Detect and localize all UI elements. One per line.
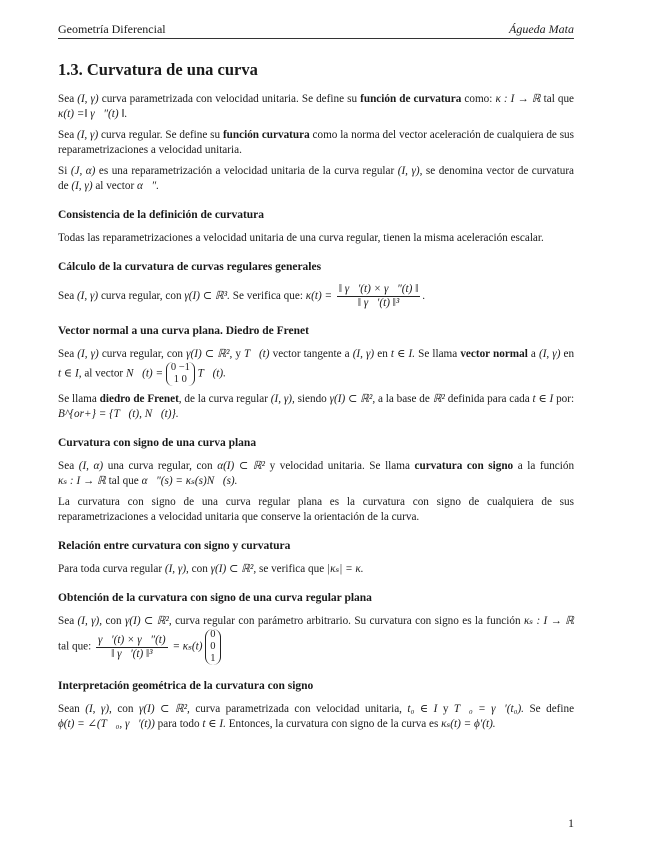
calculo-paragraph: Sea (I, γ) curva regular, con γ(I) ⊂ ℝ³. Se verifica que: κ(t) = $\frac{‖ \gamma⃗'(t) \times \gamma⃗''(t) ‖}{\text{‖ γ⃗′(t) ‖³}}$ .	[58, 283, 426, 309]
unit-k-vector: 0 0 1	[205, 629, 220, 665]
vector-normal-paragraph: Sea (I, γ) curva regular, con γ(I) ⊂ ℝ², y T⃗(t) vector tangente a (I, γ) en t ∈ I. Se llama vector normal a (I, γ) en t ∈ I, al vector N⃗(t) = 0 −1 1 0 T⃗(t).	[58, 348, 575, 385]
header-left: Geometría Diferencial	[58, 22, 166, 36]
header-right: Águeda Mata	[509, 22, 574, 36]
term-funcion-de-curvatura: función de curvatura	[360, 93, 462, 105]
term-curvatura-con-signo: curvatura con signo	[414, 460, 514, 472]
subsection-title-calculo: Cálculo de la curvatura de curvas regulares generales	[58, 261, 322, 273]
signed-curvature-fraction: $\frac{\gamma⃗'(t) \times \gamma⃗''(t)}{\text{‖ γ⃗′(t) ‖³}}$	[98, 633, 166, 660]
subsection-title-vector-normal: Vector normal a una curva plana. Diedro de Frenet	[58, 325, 309, 337]
curvature-fraction: $\frac{‖ \gamma⃗'(t) \times \gamma⃗''(t) ‖}{\text{‖ γ⃗′(t) ‖³}}$	[338, 283, 419, 309]
running-header	[58, 22, 574, 38]
subsection-title-obtencion: Obtención de la curvatura con signo de una curva regular plana	[58, 592, 372, 604]
term-diedro-de-frenet: diedro de Frenet	[99, 393, 179, 405]
obtencion-paragraph: Sea (I, γ), con γ(I) ⊂ ℝ², curva regular con parámetro arbitrario. Su curvatura con signo es la función κₛ : I → ℝ tal que: $\frac{\gamma⃗'(t) \times \gamma⃗''(t)}{\text{‖ γ⃗′(t) ‖³}}$ = κₛ(t) 0 0 1	[58, 615, 575, 664]
consistencia-text: Todas las reparametrizaciones a velocidad unitaria de una curva regular, tienen la misma aceleración escalar.	[58, 232, 544, 244]
curvatura-con-signo-note: La curvatura con signo de una curva regular plana es la curvatura con signo de cualquiera de sus reparametrizaciones a velocidad unitaria que conserve la orientación de la curva.	[58, 496, 574, 523]
subsection-title-relacion: Relación entre curvatura con signo y curvatura	[58, 540, 291, 552]
intro-paragraph-1: Sea (I, γ) curva parametrizada con velocidad unitaria. Se define su función de curvatura como: κ : I → ℝ tal que κ(t) =‖ γ⃗″(t) ‖.	[58, 93, 575, 120]
subsection-title-interpretacion: Interpretación geométrica de la curvatura con signo	[58, 680, 314, 692]
page-number: 1	[568, 816, 574, 830]
content	[58, 60, 574, 738]
diedro-frenet-paragraph: Se llama diedro de Frenet, de la curva regular (I, γ), siendo γ(I) ⊂ ℝ², a la base de ℝ² definida para cada t ∈ I por: B^{or+} = {T⃗(t), N⃗(t)}.	[58, 393, 575, 420]
section-title: 1.3. Curvatura de una curva	[58, 60, 258, 79]
curvatura-con-signo-paragraph: Sea (I, α) una curva regular, con α(I) ⊂ ℝ² y velocidad unitaria. Se llama curvatura con signo a la función κₛ : I → ℝ tal que α⃗″(s) = κₛ(s)N⃗(s).	[58, 460, 575, 487]
intro-paragraph-2: Sea (I, γ) curva regular. Se define su función curvatura como la norma del vector aceleración de cualquiera de sus reparametrizaciones a velocidad unitaria.	[58, 129, 575, 156]
term-vector-normal: vector normal	[460, 348, 528, 360]
subsection-title-curvatura-con-signo: Curvatura con signo de una curva plana	[58, 437, 257, 449]
relacion-paragraph: Para toda curva regular (I, γ), con γ(I) ⊂ ℝ², se verifica que |κₛ| = κ.	[58, 563, 364, 575]
term-funcion-curvatura: función curvatura	[222, 129, 310, 141]
rotation-matrix: 0 −1 1 0	[166, 362, 195, 386]
interpretacion-paragraph: Sean (I, γ), con γ(I) ⊂ ℝ², curva parametrizada con velocidad unitaria, t₀ ∈ I y T⃗₀ = γ⃗′(t₀). Se define ϕ(t) = ∠(T⃗₀, γ⃗′(t)) para todo t ∈ I. Entonces, la curvatura con signo de la curva es κₛ(t) = ϕ′(t).	[58, 703, 575, 730]
intro-paragraph-3: Si (J, α) es una reparametrización a velocidad unitaria de la curva regular (I, γ), se denomina vector de curvatura de (I, γ) al vector α⃗″.	[58, 165, 575, 192]
header-rule	[58, 38, 574, 39]
subsection-title-consistencia: Consistencia de la definición de curvatura	[58, 209, 265, 221]
